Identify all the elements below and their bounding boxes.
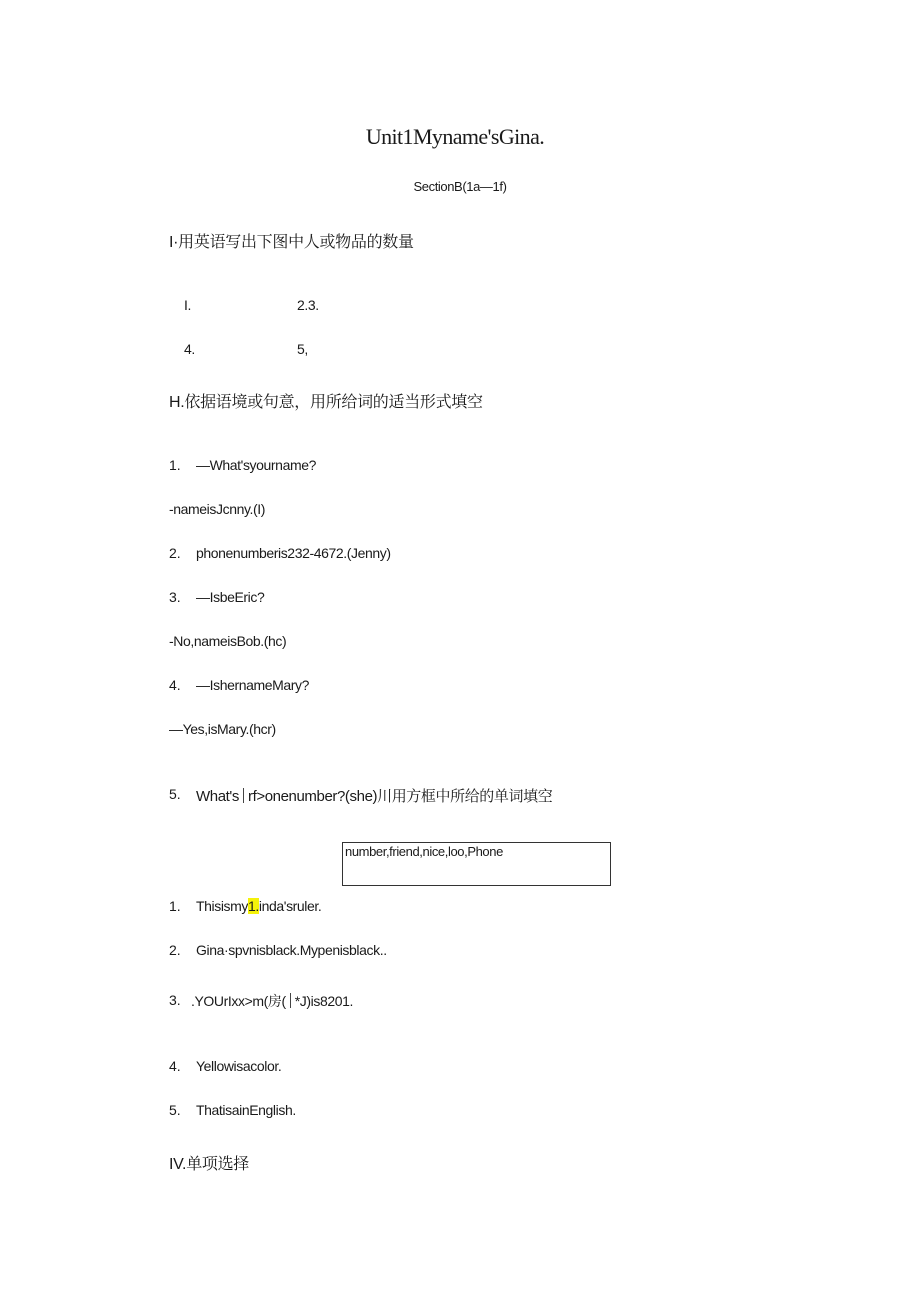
part2-q5-prefix: What's	[196, 788, 239, 805]
part3-q1-line	[196, 898, 321, 914]
part1-heading: I·用英语写出下图中人或物品的数量	[169, 234, 414, 251]
part3-q1-number: 1.	[169, 898, 181, 914]
part3-q5-number: 5.	[169, 1102, 181, 1118]
part3-q1-prefix: Thisismy	[196, 898, 249, 914]
part3-q3-line	[191, 991, 353, 1011]
part3-q4-number: 4.	[169, 1058, 181, 1074]
part2-q1-line-b: -nameisJcnny.(I)	[169, 501, 266, 517]
part1-item-4: 4.	[184, 341, 195, 357]
page-title: Unit1Myname'sGina.	[365, 124, 545, 149]
answer-blank-mark	[290, 993, 291, 1008]
part2-q4-number: 4.	[169, 677, 181, 693]
part3-q2-text: Gina·spvnisblack.Mypenisblack..	[196, 942, 387, 958]
part4-heading: IV.单项选择	[169, 1156, 249, 1173]
part2-q2-number: 2.	[169, 545, 181, 561]
part2-q3-line-b: -No,nameisBob.(hc)	[169, 633, 287, 649]
part2-q1-number: 1.	[169, 457, 181, 473]
part3-q4-text: Yellowisacolor.	[196, 1058, 282, 1074]
part1-item-2-3: 2.3.	[297, 297, 319, 313]
part3-q3-number: 3.	[169, 992, 181, 1008]
part2-q3-number: 3.	[169, 589, 181, 605]
part2-q5-line	[196, 785, 552, 806]
part3-q3-prefix: .YOUrIxx>m(房(	[191, 993, 286, 1009]
part2-q5-number: 5.	[169, 786, 181, 802]
part2-q4-line-b: —Yes,isMary.(hcr)	[169, 721, 276, 737]
section-subtitle: SectionB(1a—1f)	[413, 179, 507, 194]
highlighted-mark: 1.	[248, 898, 259, 914]
part3-q5-text: ThatisainEnglish.	[196, 1102, 296, 1118]
answer-blank-mark	[243, 788, 244, 803]
part3-q1-suffix: inda'sruler.	[258, 898, 322, 914]
part2-q4-line-a: —IshernameMary?	[196, 677, 310, 693]
part3-q2-number: 2.	[169, 942, 181, 958]
part2-q1-line-a: —What'syourname?	[196, 457, 316, 473]
part3-q3-suffix: *J)is8201.	[294, 993, 354, 1009]
word-bank-text: number,friend,nice,loo,Phone	[345, 844, 503, 859]
part2-q5-suffix: rf>onenumber?(she)川用方框中所给的单词填空	[247, 788, 553, 805]
part1-item-1: I.	[184, 297, 191, 313]
word-bank-box	[342, 842, 611, 886]
part2-q3-line-a: —IsbeEric?	[196, 589, 265, 605]
part2-heading: H.依据语境或句意，用所给词的适当形式填空	[169, 394, 483, 411]
part2-q2-text: phonenumberis232-4672.(Jenny)	[196, 545, 391, 561]
part1-item-5: 5,	[297, 341, 308, 357]
